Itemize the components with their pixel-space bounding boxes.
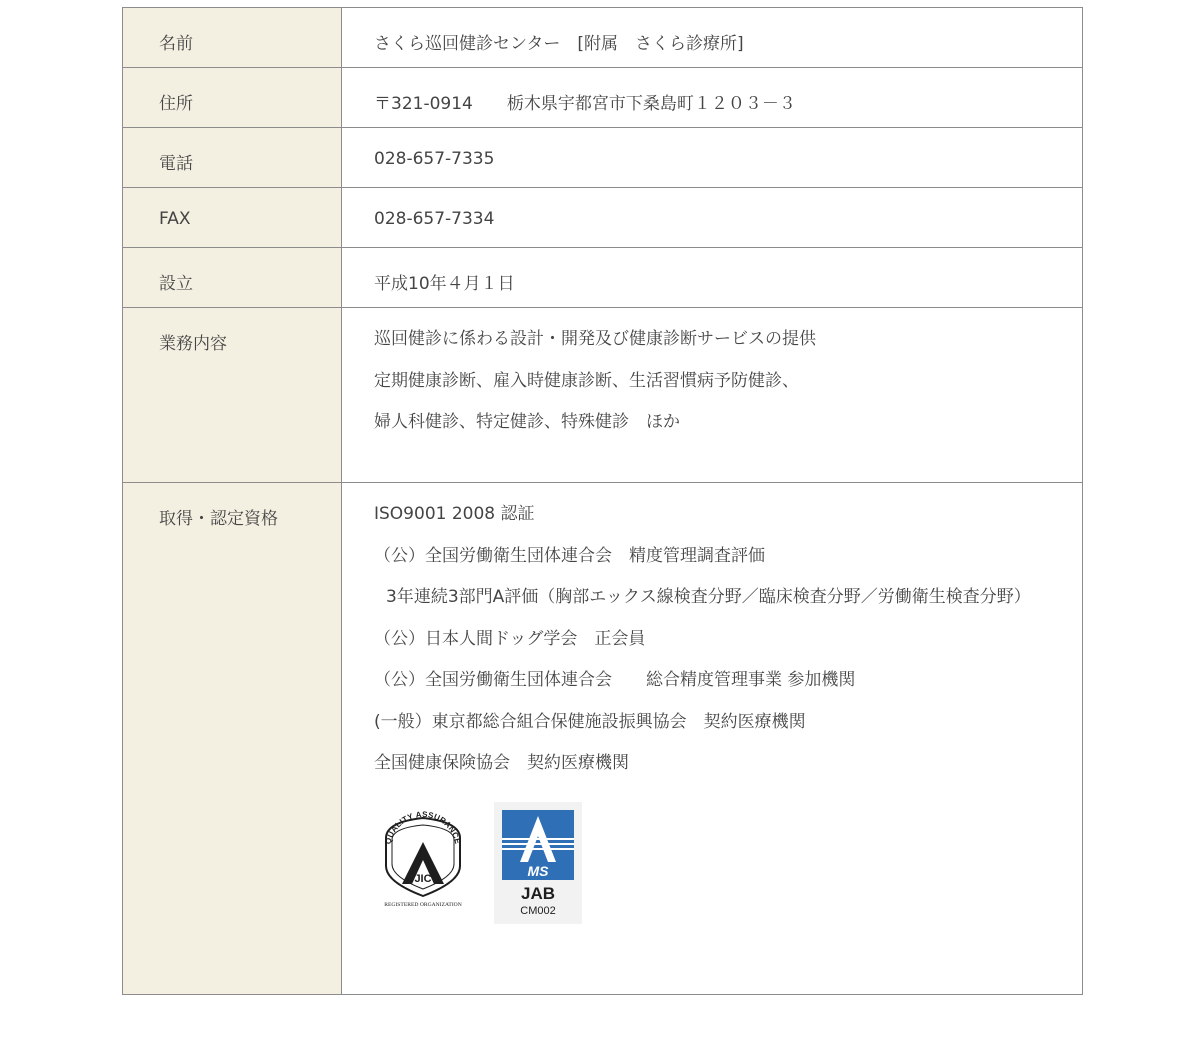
- info-row-address: [123, 68, 1083, 128]
- jab-ms-icon: [494, 802, 582, 924]
- company-info-table: [122, 7, 1083, 995]
- certification-logos: [374, 802, 1082, 932]
- row-value-cell: [342, 128, 1083, 188]
- certification-line: 3年連続3部門A評価（胸部エックス線検査分野／臨床検査分野／労働衛生検査分野）: [386, 587, 1031, 607]
- row-label-cell: [123, 188, 342, 248]
- row-label: FAX: [159, 209, 191, 229]
- business-line: 巡回健診に係わる設計・開発及び健康診断サービスの提供: [374, 329, 816, 349]
- info-row-founded: [123, 248, 1083, 308]
- row-value-cell: [342, 8, 1083, 68]
- row-label: 電話: [159, 154, 193, 174]
- info-row-certifications: [123, 483, 1083, 995]
- info-row-phone: [123, 128, 1083, 188]
- certification-line: ISO9001 2008 認証: [374, 504, 535, 524]
- business-description: [342, 308, 1082, 434]
- row-label: 業務内容: [159, 334, 227, 354]
- row-label: 設立: [159, 274, 193, 294]
- info-row-name: [123, 8, 1083, 68]
- jab-text: JAB: [520, 883, 556, 903]
- row-value: さくら巡回健診センター [附属 さくら診療所]: [374, 34, 744, 54]
- row-label: 取得・認定資格: [159, 509, 278, 529]
- row-value-cell: [342, 248, 1083, 308]
- row-label-cell: [123, 483, 342, 995]
- certification-line: (一般）東京都総合組合保健施設振興協会 契約医療機関: [374, 711, 806, 732]
- certification-line: （公）日本人間ドッグ学会 正会員: [374, 628, 646, 649]
- row-value: 028-657-7334: [374, 209, 495, 229]
- row-value: 028-657-7335: [374, 149, 495, 169]
- certification-line: （公）全国労働衛生団体連合会 精度管理調査評価: [374, 545, 765, 566]
- row-label-cell: [123, 68, 342, 128]
- certification-line: （公）全国労働衛生団体連合会 総合精度管理事業 参加機関: [374, 670, 856, 690]
- row-label-cell: [123, 248, 342, 308]
- jab-code-text: CM002: [520, 904, 556, 917]
- row-label: 名前: [159, 34, 193, 54]
- business-line: 定期健康診断、雇入時健康診断、生活習慣病予防健診、: [374, 371, 799, 391]
- business-line: 婦人科健診、特定健診、特殊健診 ほか: [374, 412, 680, 432]
- row-label-cell: [123, 128, 342, 188]
- row-value-cell: [342, 68, 1083, 128]
- jab-ms-text: MS: [527, 862, 549, 879]
- row-label-cell: [123, 8, 342, 68]
- jic-center-text: JIC: [414, 872, 432, 885]
- row-label: 住所: [159, 94, 193, 114]
- jic-arc-text: QUALITY ASSURANCE: [383, 809, 463, 845]
- row-value-cell: [342, 188, 1083, 248]
- certification-line: 全国健康保険協会 契約医療機関: [374, 753, 629, 773]
- info-row-business: [123, 308, 1083, 483]
- jic-bottom-text: REGISTERED ORGANIZATION: [384, 901, 462, 908]
- jic-quality-assurance-icon: [378, 808, 468, 908]
- row-value: 〒321-0914 栃木県宇都宮市下桑島町１２０３－３: [374, 94, 796, 114]
- info-row-fax: [123, 188, 1083, 248]
- certification-list: [342, 483, 1082, 932]
- row-value-cell: [342, 483, 1083, 995]
- row-label-cell: [123, 308, 342, 483]
- row-value: 平成10年４月１日: [374, 274, 515, 294]
- row-value-cell: [342, 308, 1083, 483]
